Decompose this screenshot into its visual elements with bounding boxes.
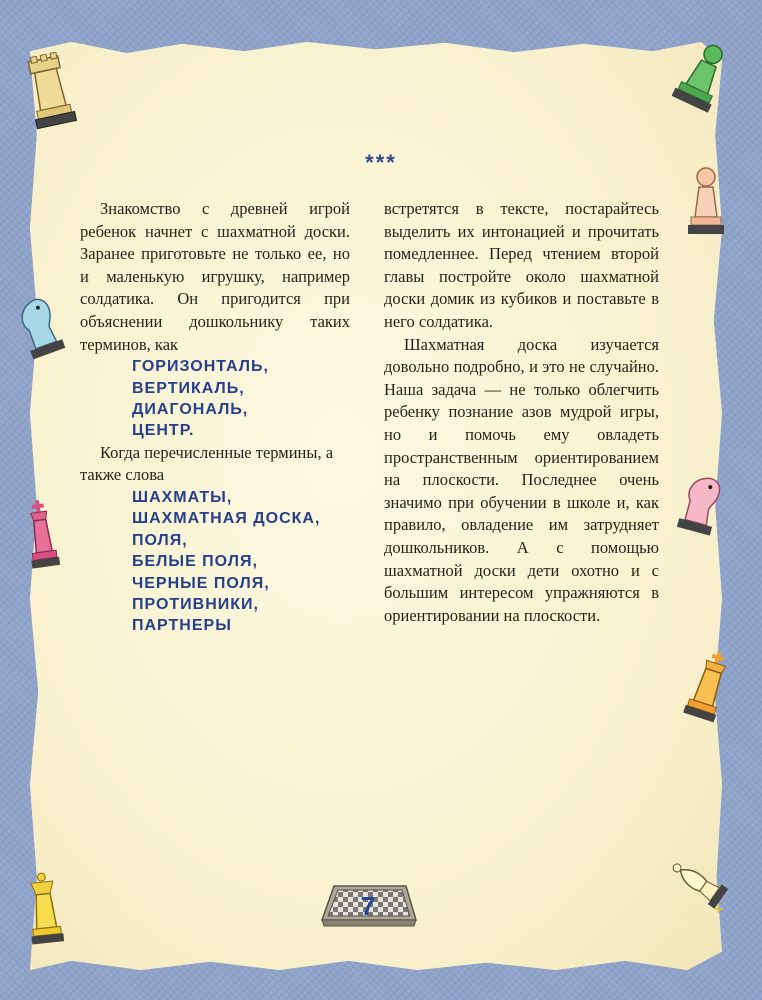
right-column	[384, 198, 659, 627]
queen-icon	[22, 872, 68, 950]
term-item: БЕЛЫЕ ПОЛЯ,	[132, 553, 258, 571]
bishop-icon	[662, 848, 738, 920]
term-item: ПАРТНЕРЫ	[132, 617, 232, 635]
knight-icon	[10, 290, 70, 360]
term-list-2	[80, 487, 350, 637]
term-item: ПРОТИВНИКИ,	[132, 596, 259, 613]
term-item: ШАХМАТНАЯ ДОСКА,	[132, 510, 321, 528]
pawn-icon	[672, 40, 732, 115]
term-list-1	[80, 356, 350, 442]
term-item: ЦЕНТР.	[132, 422, 195, 440]
rook-icon	[25, 52, 77, 132]
term-item: ЧЕРНЫЕ ПОЛЯ,	[132, 574, 270, 592]
term-item: ГОРИЗОНТАЛЬ,	[132, 358, 269, 376]
section-divider: ***	[365, 150, 397, 175]
pawn-icon	[682, 165, 730, 243]
right-paragraph-2: Шахматная доска изучается довольно подробно, и это не случайно. Наша задача — не только облегчить ребенку познание азов мудрой игры, но и помочь ему овладеть пространственным ориентированием на плоскости. Последнее очень значимо при обучении в школе и, как правило, овладение им затрудняет дошкольников. А с помощью шахматной доски дети охотно и с большим интересом упражняются в ориентировании на плоскости.	[384, 334, 659, 625]
svg-text:+: +	[714, 901, 724, 918]
term-item: ШАХМАТЫ,	[132, 488, 233, 506]
term-item: ПОЛЯ,	[132, 531, 188, 549]
king-icon	[680, 648, 736, 726]
right-paragraph-1: встретятся в тексте, постарайтесь выделить их интонацией и прочитать помедленнее. Перед чтением второй главы постройте около шахматной доски домик из кубиков и поставьте в него солдатика.	[384, 199, 659, 331]
left-paragraph-2: Когда перечисленные термины, а также слова	[80, 442, 334, 485]
term-item: ВЕРТИКАЛЬ,	[132, 379, 245, 397]
page-number: 7	[360, 891, 376, 921]
left-column	[80, 198, 350, 637]
king-icon	[22, 498, 62, 574]
knight-icon	[676, 468, 732, 538]
left-paragraph-1: Знакомство с древней игрой ребенок начнет с шахматной доски. Заранее приготовьте не только ее, но и маленькую игрушку, например солдатика. Он пригодится при объяснении дошкольнику таких терминов, как	[80, 199, 350, 354]
term-item: ДИАГОНАЛЬ,	[132, 400, 249, 418]
